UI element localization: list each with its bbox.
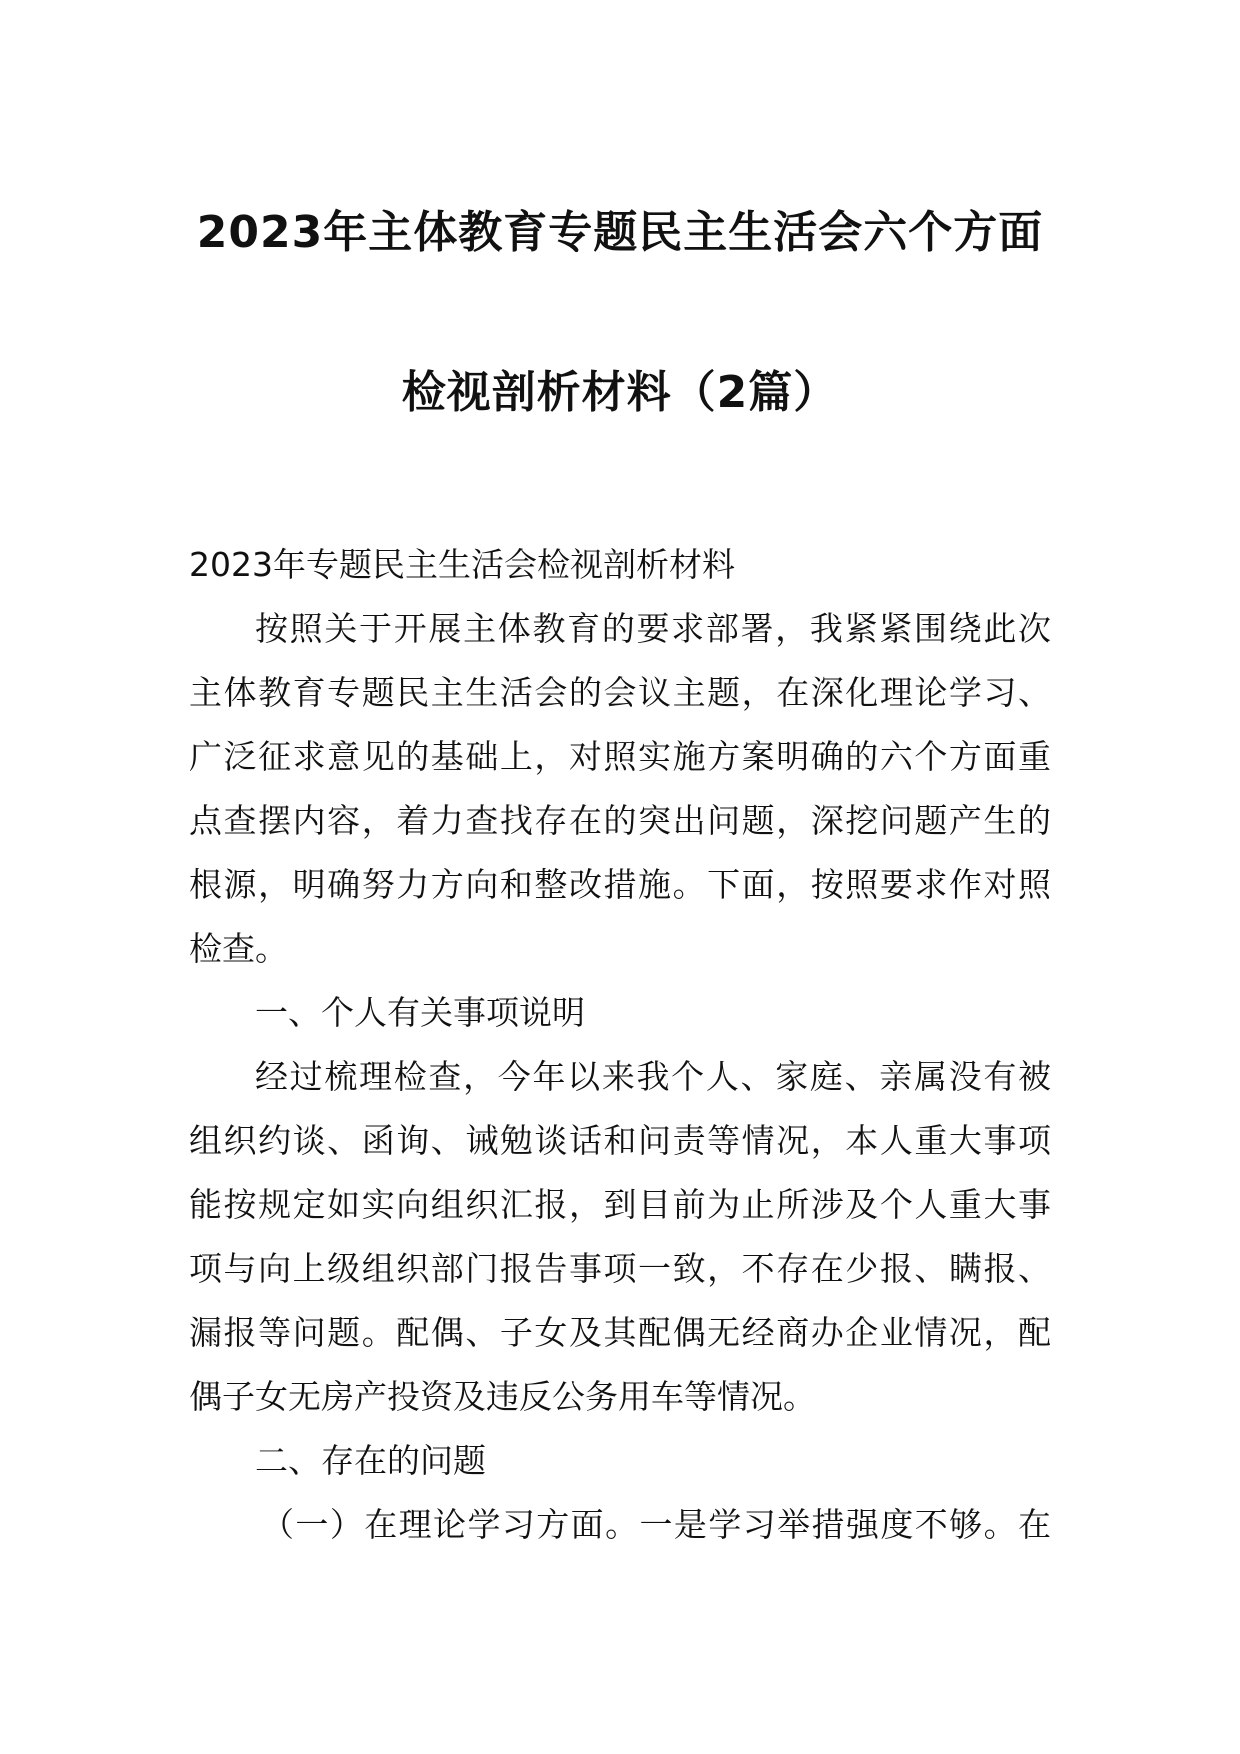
heading-1: 一、个人有关事项说明 <box>255 993 585 1032</box>
document-title-line-2: 检视剖析材料（2篇） <box>401 367 839 418</box>
document-title-line-1: 2023年主体教育专题民主生活会六个方面 <box>196 207 1044 258</box>
paragraph-2-line-6: 偶子女无房产投资及违反公务用车等情况。 <box>189 1377 816 1416</box>
paragraph-1-line-1: 按照关于开展主体教育的要求部署，我紧紧围绕此次 <box>255 609 1051 648</box>
paragraph-1-line-6: 检查。 <box>189 929 288 968</box>
paragraph-1-line-4: 点查摆内容，着力查找存在的突出问题，深挖问题产生的 <box>189 801 1051 840</box>
heading-2: 二、存在的问题 <box>255 1441 486 1480</box>
paragraph-1-line-2: 主体教育专题民主生活会的会议主题，在深化理论学习、 <box>189 673 1051 712</box>
paragraph-2-line-5: 漏报等问题。配偶、子女及其配偶无经商办企业情况，配 <box>189 1313 1051 1352</box>
paragraph-2-line-4: 项与向上级组织部门报告事项一致，不存在少报、瞒报、 <box>189 1249 1051 1288</box>
paragraph-1-line-5: 根源，明确努力方向和整改措施。下面，按照要求作对照 <box>189 865 1051 904</box>
section-subtitle: 2023年专题民主生活会检视剖析材料 <box>189 545 735 584</box>
paragraph-2-line-1: 经过梳理检查，今年以来我个人、家庭、亲属没有被 <box>255 1057 1051 1096</box>
paragraph-3-line-1: （一）在理论学习方面。一是学习举措强度不够。在 <box>261 1505 1051 1544</box>
paragraph-2-line-3: 能按规定如实向组织汇报，到目前为止所涉及个人重大事 <box>189 1185 1051 1224</box>
paragraph-2-line-2: 组织约谈、函询、诫勉谈话和问责等情况，本人重大事项 <box>189 1121 1051 1160</box>
paragraph-1-line-3: 广泛征求意见的基础上，对照实施方案明确的六个方面重 <box>189 737 1051 776</box>
